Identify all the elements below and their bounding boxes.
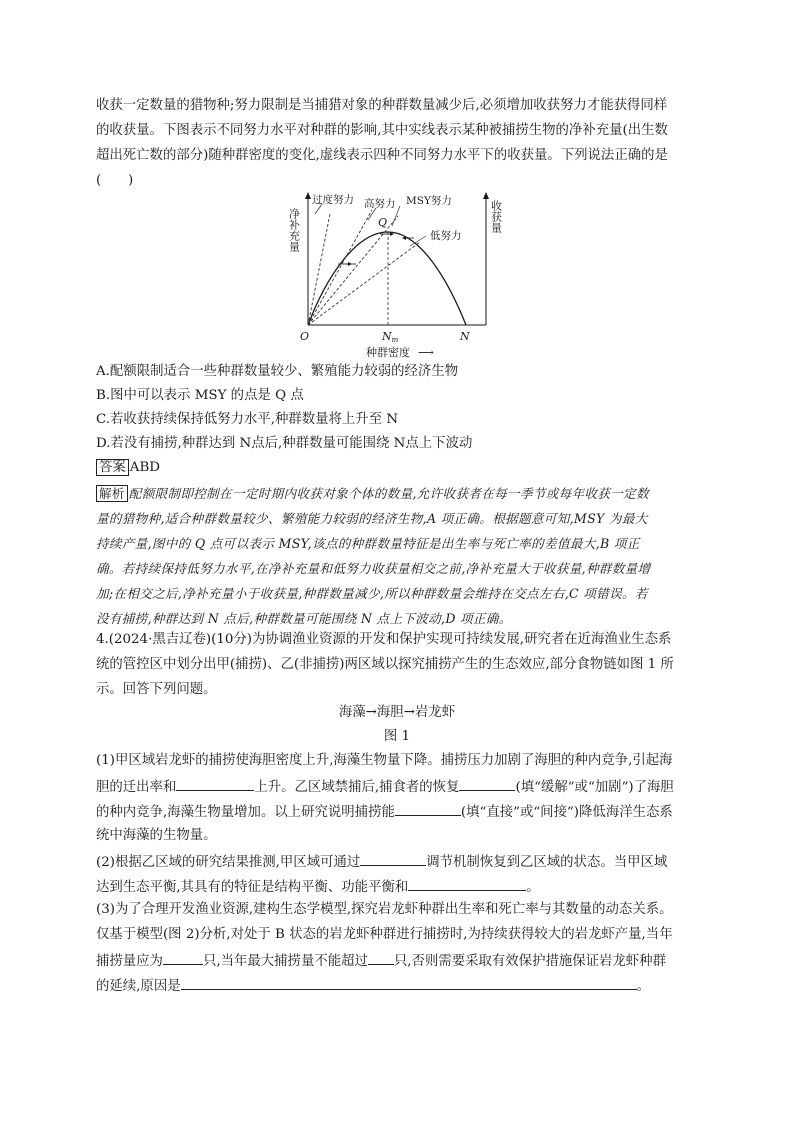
q4-p3-l3b: 只,当年最大捕捞量不能超过	[202, 954, 368, 969]
q4-p1-line-4: 统中海藻的生物量。	[96, 828, 217, 843]
option-c: C.若收获持续保持低努力水平,种群数量将上升至 N	[96, 412, 399, 427]
n-label: N	[460, 330, 470, 343]
q4-p2-l1b: 调节机制恢复到乙区域的状态。当甲区域	[426, 855, 668, 870]
q4-p3-line-1: (3)为了合理开发渔业资源,建构生态学模型,探究岩龙虾种群出生率和死亡率与其数量的动态关系。	[96, 902, 673, 917]
blank-8[interactable]	[181, 975, 637, 990]
q-point-label: Q	[378, 216, 388, 229]
explanation-line-6: 没有捕捞,种群达到 N 点后,种群数量可能围绕 N 点上下波动,D 项正确。	[96, 611, 512, 626]
explanation-line-1	[96, 484, 649, 504]
intro-line-3: 超出死亡数的部分)随种群密度的变化,虚线表示四种不同努力水平下的收获量。下列说法正确的是	[96, 148, 668, 163]
intro-line-2: 的收获量。下图表示不同努力水平对种群的影响,其中实线表示某种被捕捞生物的净补充量(出生数	[96, 123, 668, 138]
option-d: D.若没有捕捞,种群达到 N点后,种群数量可能围绕 N点上下波动	[96, 436, 473, 451]
blank-2[interactable]	[459, 776, 515, 791]
nm-sub: m	[391, 336, 399, 344]
overeffort-line	[308, 214, 330, 325]
food-chain: 海藻→海胆→岩龙虾	[338, 705, 456, 720]
explanation-line-4: 确。若持续保持低努力水平,在净补充量和低努力收获量相交之前,净补充量大于收获量,种群数量增	[96, 561, 651, 576]
low-effort-label: 低努力	[430, 230, 462, 242]
explanation-tag: 解析	[96, 485, 128, 502]
nm-label	[381, 330, 399, 344]
q4-intro-2: 统的管控区中划分出甲(捕捞)、乙(非捕捞)两区域以探究捕捞产生的生态效应,部分食物链如图 1 所	[96, 657, 674, 672]
harvest-figure	[280, 190, 510, 362]
q4-p1-l3b: (填“直接”或“间接”)降低海洋生态系	[460, 805, 673, 820]
q4-p2-line-1	[96, 851, 667, 873]
q4-p2-l2b: 。	[526, 880, 540, 895]
explanation-text-1: 配额限制即控制在一定时期内收获对象个体的数量,允许收获者在每一季节或每年收获一定数	[128, 486, 649, 501]
y-axis-left-arrow	[305, 192, 311, 199]
q4-p1-line-1: (1)甲区域岩龙虾的捕捞使海胆密度上升,海藻生物量下降。捕捞压力加剧了海胆的种内竞争,引起海	[96, 753, 673, 768]
nm-main: N	[382, 330, 392, 343]
origin-label: O	[300, 330, 310, 343]
q4-p3-line-3	[96, 950, 666, 972]
net-recruitment-curve	[308, 232, 466, 325]
explanation-line-2: 量的猎物种,适合种群数量较少、繁殖能力较弱的经济生物,A 项正确。根据题意可知,MSY 为最大	[96, 511, 648, 526]
option-b: B.图中可以表示 MSY 的点是 Q 点	[96, 388, 304, 403]
y-right-label: 收获量	[489, 200, 503, 233]
q4-p1-l2c: (填“缓解”或“加剧”)了海胆	[515, 780, 674, 795]
q4-p1-l3a: 的种内竞争,海藻生物量增加。以上研究说明捕捞能	[96, 805, 395, 820]
high-effort-label: 高努力	[364, 198, 396, 210]
msy-effort-line	[308, 216, 398, 325]
overeffort-label: 过度努力	[312, 194, 354, 206]
answer-value: ABD	[129, 460, 161, 475]
q4-p1-l2a: 胆的迁出率和	[96, 780, 177, 795]
q4-p3-l3c: 只,否则需要采取有效保护措施保证岩龙虾种群	[393, 954, 666, 969]
blank-4[interactable]	[360, 851, 426, 866]
blank-7[interactable]	[368, 950, 394, 965]
y-axis-right-arrow	[483, 192, 489, 199]
q4-p3-line-4	[96, 975, 650, 997]
y-left-label: 净补充量	[287, 208, 301, 252]
explanation-line-3: 持续产量,图中的 Q 点可以表示 MSY,该点的种群数量特征是出生率与死亡率的差值最大,B 项正	[96, 536, 640, 551]
blank-1[interactable]	[176, 776, 254, 791]
q4-intro-3: 示。回答下列问题。	[96, 682, 217, 697]
q4-p2-line-2	[96, 876, 540, 898]
q4-intro-1: 4.(2024·黑吉辽卷)(10分)为协调渔业资源的开发和保护实现可持续发展,研究者在近海渔业生态系	[96, 632, 672, 647]
q4-p3-line-2: 仅基于模型(图 2)分析,对处于 B 状态的岩龙虾种群进行捕捞时,为持续获得较大的岩龙虾产量,当年	[96, 927, 673, 942]
q4-p3-l3a: 捕捞量应为	[96, 954, 163, 969]
answer-row	[96, 458, 160, 478]
x-arrow: ⟶	[418, 346, 434, 359]
q4-p1-line-3	[96, 801, 673, 823]
q4-p3-l4a: 的延续,原因是	[96, 979, 181, 994]
q4-p2-l2a: 达到生态平衡,其具有的特征是结构平衡、功能平衡和	[96, 880, 409, 895]
q4-p2-l1a: (2)根据乙区域的研究结果推测,甲区域可通过	[96, 855, 361, 870]
blank-6[interactable]	[163, 950, 203, 965]
explanation-line-5: 加;在相交之后,净补充量小于收获量,种群数量减少,所以种群数量会维持在交点左右,C 项错误。若	[96, 586, 648, 601]
fig1-caption: 图 1	[383, 729, 411, 744]
high-effort-line	[308, 210, 372, 325]
intro-line-4: ( )	[96, 173, 134, 188]
q4-p3-l4b: 。	[636, 979, 650, 994]
answer-tag: 答案	[96, 459, 129, 476]
x-label: 种群密度	[366, 346, 410, 359]
q4-p1-l2b: 上升。乙区域禁捕后,捕食者的恢复	[254, 780, 460, 795]
blank-5[interactable]	[408, 876, 526, 891]
blank-3[interactable]	[395, 801, 461, 816]
msy-effort-label: MSY努力	[406, 195, 452, 207]
low-effort-line	[308, 242, 420, 325]
option-a: A.配额限制适合一些种群数量较少、繁殖能力较弱的经济生物	[96, 364, 459, 379]
q4-p1-line-2	[96, 776, 674, 798]
intro-line-1: 收获一定数量的猎物种;努力限制是当捕猎对象的种群数量减少后,必须增加收获努力才能获得同样	[96, 98, 668, 113]
